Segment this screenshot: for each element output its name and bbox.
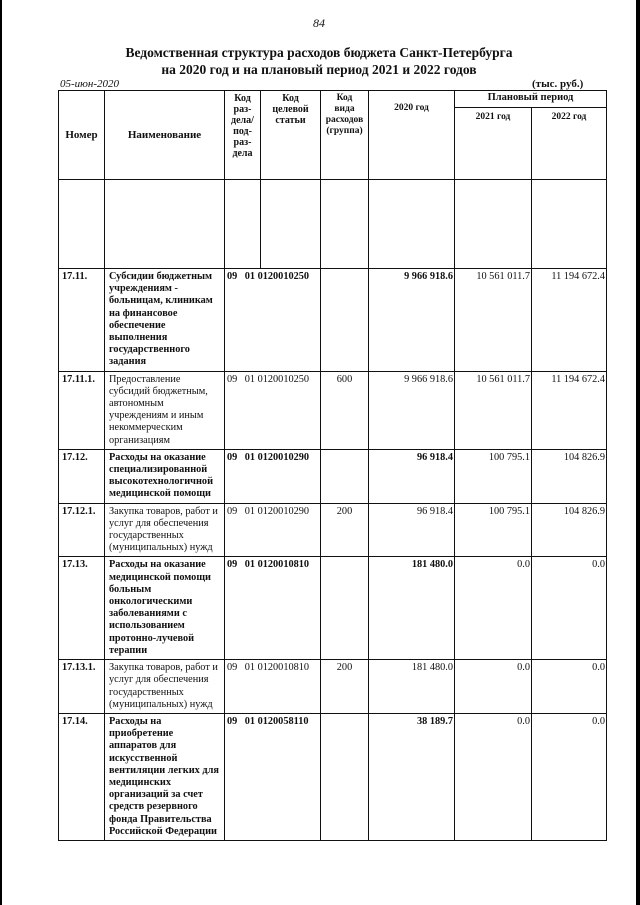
title-line-1: Ведомственная структура расходов бюджета Санкт-Петербурга — [125, 45, 513, 60]
table-row: 17.13. Расходы на оказание медицинской помощи больным онкологическими заболеваниями с использованием протонно-лучевой терапии 09 01 0120010810 181 480.0 0.0 0.0 — [59, 557, 607, 660]
page-number: 84 — [313, 16, 325, 30]
table-header-row — [59, 91, 607, 108]
table-row: 17.11. Субсидии бюджетным учреждениям - больницам, клиникам на финансовое обеспечение выполнения государственного задания 09 01 0120010250 9 966 918.6 10 561 011.7 11 194 672.4 — [59, 269, 607, 372]
col-2022-header: 2022 год — [532, 108, 607, 180]
document-date: 05-июн-2020 — [60, 78, 120, 90]
col-2021-header: 2021 год — [455, 108, 532, 180]
col-2020-header: 2020 год — [369, 91, 455, 180]
col-name-header: Наименование — [105, 91, 225, 180]
table-row: 17.11.1. Предоставление субсидий бюджетным, автономным учреждениям и иным некоммерческим организациям 09 01 0120010250 600 9 966 918.6 10 561 011.7 11 194 672.4 — [59, 371, 607, 449]
document-page — [2, 0, 636, 905]
title-line-2: на 2020 год и на плановый период 2021 и 2022 годов — [161, 62, 477, 77]
col-section-header: Код раз- дела/ под- раз- дела — [225, 91, 261, 180]
table-row: 17.12. Расходы на оказание специализированной высокотехнологичной медицинской помощи 09 01 0120010290 96 918.4 100 795.1 104 826.9 — [59, 449, 607, 503]
col-number-header: Номер — [59, 91, 105, 180]
table-row: 17.14. Расходы на приобретение аппаратов для искусственной вентиляции легких для медицинских организаций за счет средств резервного фонда Правительства Российской Федерации 09 01 0120058110 38 189.7 0.0 0.0 — [59, 713, 607, 840]
table-spacer-row — [59, 180, 607, 269]
units-label: (тыс. руб.) — [532, 78, 584, 90]
document-title — [2, 44, 636, 78]
col-planned-period-header: Плановый период — [455, 91, 607, 108]
table-row: 17.12.1. Закупка товаров, работ и услуг для обеспечения государственных (муниципальных) нужд 09 01 0120010290 200 96 918.4 100 795.1 104 826.9 — [59, 503, 607, 557]
budget-table — [58, 90, 607, 841]
col-expense-type-header: Код вида расходов (группа) — [321, 91, 369, 180]
table-row: 17.13.1. Закупка товаров, работ и услуг для обеспечения государственных (муниципальных) нужд 09 01 0120010810 200 181 480.0 0.0 0.0 — [59, 660, 607, 714]
col-target-header: Код целевой статьи — [261, 91, 321, 180]
